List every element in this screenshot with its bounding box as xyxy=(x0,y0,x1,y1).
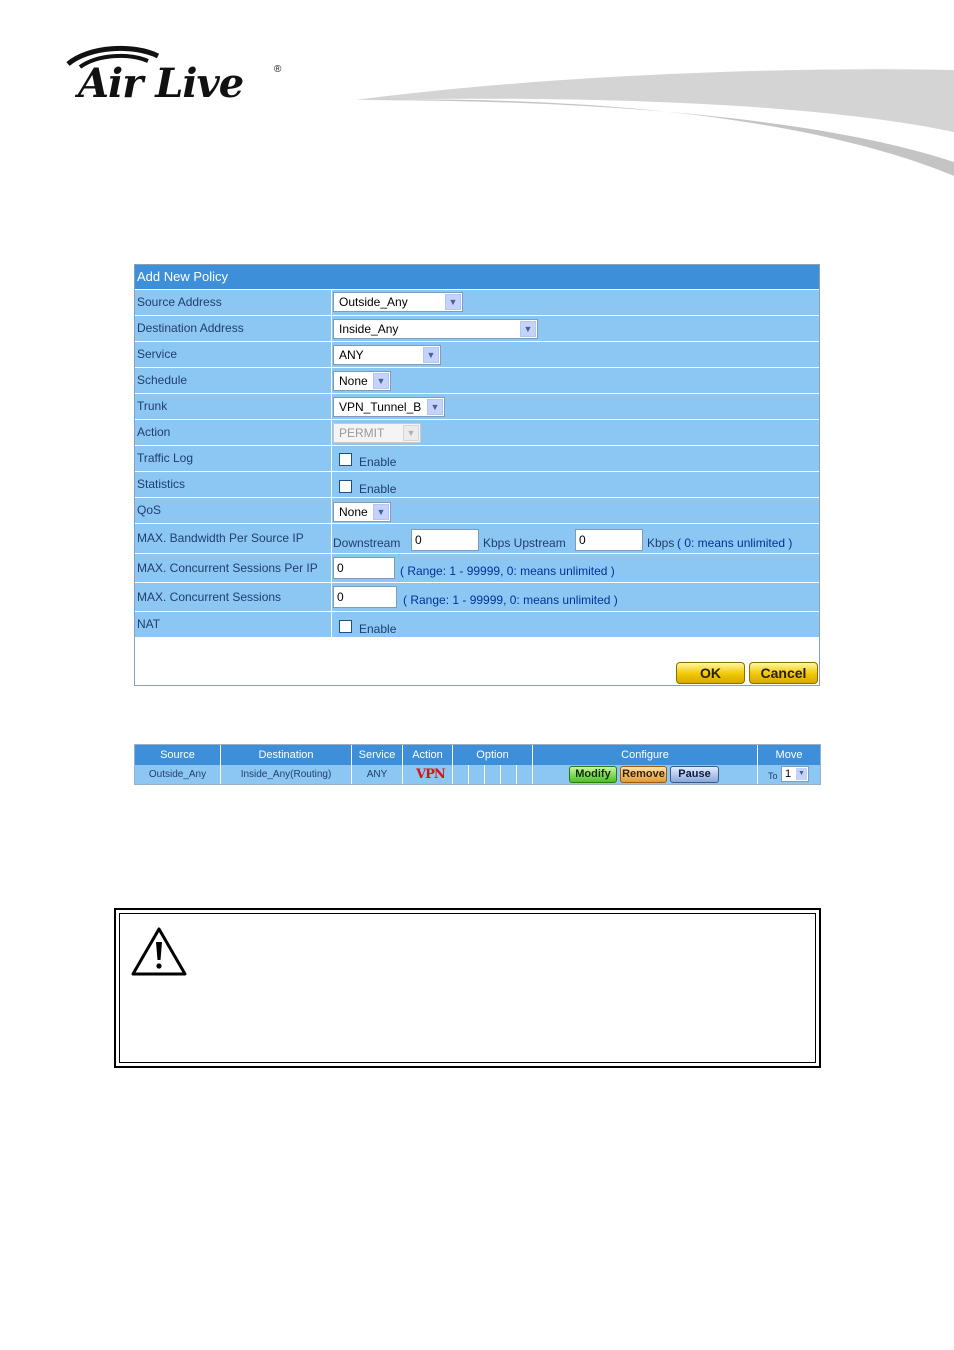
traffic-log-enable-label: Enable xyxy=(359,455,397,469)
nat-label: NAT xyxy=(137,617,161,631)
policy-form-title: Add New Policy xyxy=(135,265,819,289)
row-source: Outside_Any xyxy=(148,769,207,780)
nat-enable-label: Enable xyxy=(359,622,397,636)
pause-button[interactable]: Pause xyxy=(670,766,719,783)
move-position-select[interactable]: 1 ▼ xyxy=(781,766,809,782)
qos-label: QoS xyxy=(137,503,162,517)
airlive-logo xyxy=(62,42,292,112)
warning-box xyxy=(114,908,821,1068)
statistics-enable-label: Enable xyxy=(359,482,397,496)
source-address-select[interactable]: Outside_Any ▼ xyxy=(333,292,463,312)
row-destination: Inside_Any(Routing) xyxy=(240,769,332,780)
ok-button[interactable]: OK xyxy=(676,662,745,684)
action-row xyxy=(135,420,819,445)
service-row xyxy=(135,342,819,367)
chevron-down-icon: ▼ xyxy=(373,373,389,389)
max-bandwidth-label: MAX. Bandwidth Per Source IP xyxy=(137,531,304,545)
destination-address-select[interactable]: Inside_Any ▼ xyxy=(333,319,538,339)
header-source: Source xyxy=(160,749,195,761)
qos-row xyxy=(135,498,819,523)
kbps-unit-label: Kbps xyxy=(647,536,675,550)
chevron-down-icon: ▼ xyxy=(427,399,443,415)
destination-address-label: Destination Address xyxy=(137,321,244,335)
traffic-log-checkbox[interactable] xyxy=(339,453,352,466)
remove-button[interactable]: Remove xyxy=(620,766,667,783)
upstream-input[interactable]: 0 xyxy=(575,529,643,551)
chevron-down-icon: ▼ xyxy=(403,425,419,441)
max-sessions-row xyxy=(135,583,819,611)
statistics-checkbox[interactable] xyxy=(339,480,352,493)
source-address-label: Source Address xyxy=(137,295,222,309)
chevron-down-icon: ▼ xyxy=(796,768,807,780)
statistics-row xyxy=(135,472,819,497)
schedule-select[interactable]: None ▼ xyxy=(333,371,391,391)
destination-address-row xyxy=(135,316,819,341)
logo-text: Air Live xyxy=(78,60,244,107)
schedule-row xyxy=(135,368,819,393)
header-move: Move xyxy=(775,749,803,761)
source-address-row xyxy=(135,290,819,315)
service-label: Service xyxy=(137,347,178,361)
chevron-down-icon: ▼ xyxy=(373,504,389,520)
schedule-label: Schedule xyxy=(137,373,188,387)
trunk-label: Trunk xyxy=(137,399,168,413)
max-sessions-per-ip-hint: ( Range: 1 - 99999, 0: means unlimited ) xyxy=(400,564,615,578)
action-select: PERMIT ▼ xyxy=(333,423,421,443)
row-service: ANY xyxy=(366,769,388,780)
cancel-button[interactable]: Cancel xyxy=(749,662,818,684)
header-option: Option xyxy=(476,749,509,761)
warning-triangle-icon xyxy=(130,926,188,978)
chevron-down-icon: ▼ xyxy=(520,321,536,337)
traffic-log-label: Traffic Log xyxy=(137,451,194,465)
header-service: Service xyxy=(358,749,396,761)
vpn-action-icon: VPN xyxy=(416,767,445,782)
registered-mark: ® xyxy=(274,64,282,75)
upstream-label: Kbps Upstream xyxy=(483,536,566,550)
header-destination: Destination xyxy=(258,749,314,761)
downstream-label: Downstream xyxy=(333,536,401,550)
max-sessions-per-ip-input[interactable]: 0 xyxy=(333,557,395,579)
nat-checkbox[interactable] xyxy=(339,620,352,633)
trunk-select[interactable]: VPN_Tunnel_B ▼ xyxy=(333,397,445,417)
policy-list-table xyxy=(134,744,821,785)
trunk-row xyxy=(135,394,819,419)
modify-button[interactable]: Modify xyxy=(569,766,617,783)
chevron-down-icon: ▼ xyxy=(445,294,461,310)
policy-table-header xyxy=(135,745,820,765)
max-sessions-per-ip-label: MAX. Concurrent Sessions Per IP xyxy=(137,561,318,575)
statistics-label: Statistics xyxy=(137,477,186,491)
max-sessions-label: MAX. Concurrent Sessions xyxy=(137,590,282,604)
chevron-down-icon: ▼ xyxy=(423,347,439,363)
max-sessions-per-ip-row xyxy=(135,554,819,582)
service-select[interactable]: ANY ▼ xyxy=(333,345,441,365)
qos-select[interactable]: None ▼ xyxy=(333,502,391,522)
downstream-input[interactable]: 0 xyxy=(411,529,479,551)
add-new-policy-panel xyxy=(134,264,820,686)
max-sessions-input[interactable]: 0 xyxy=(333,586,397,608)
table-row xyxy=(135,765,820,784)
max-sessions-hint: ( Range: 1 - 99999, 0: means unlimited ) xyxy=(403,593,618,607)
traffic-log-row xyxy=(135,446,819,471)
nat-row xyxy=(135,612,819,637)
move-to-label: To xyxy=(768,771,778,781)
max-bandwidth-row xyxy=(135,524,819,553)
header-action: Action xyxy=(412,749,443,761)
action-label: Action xyxy=(137,425,171,439)
bandwidth-hint: ( 0: means unlimited ) xyxy=(677,536,793,550)
header-configure: Configure xyxy=(621,749,669,761)
